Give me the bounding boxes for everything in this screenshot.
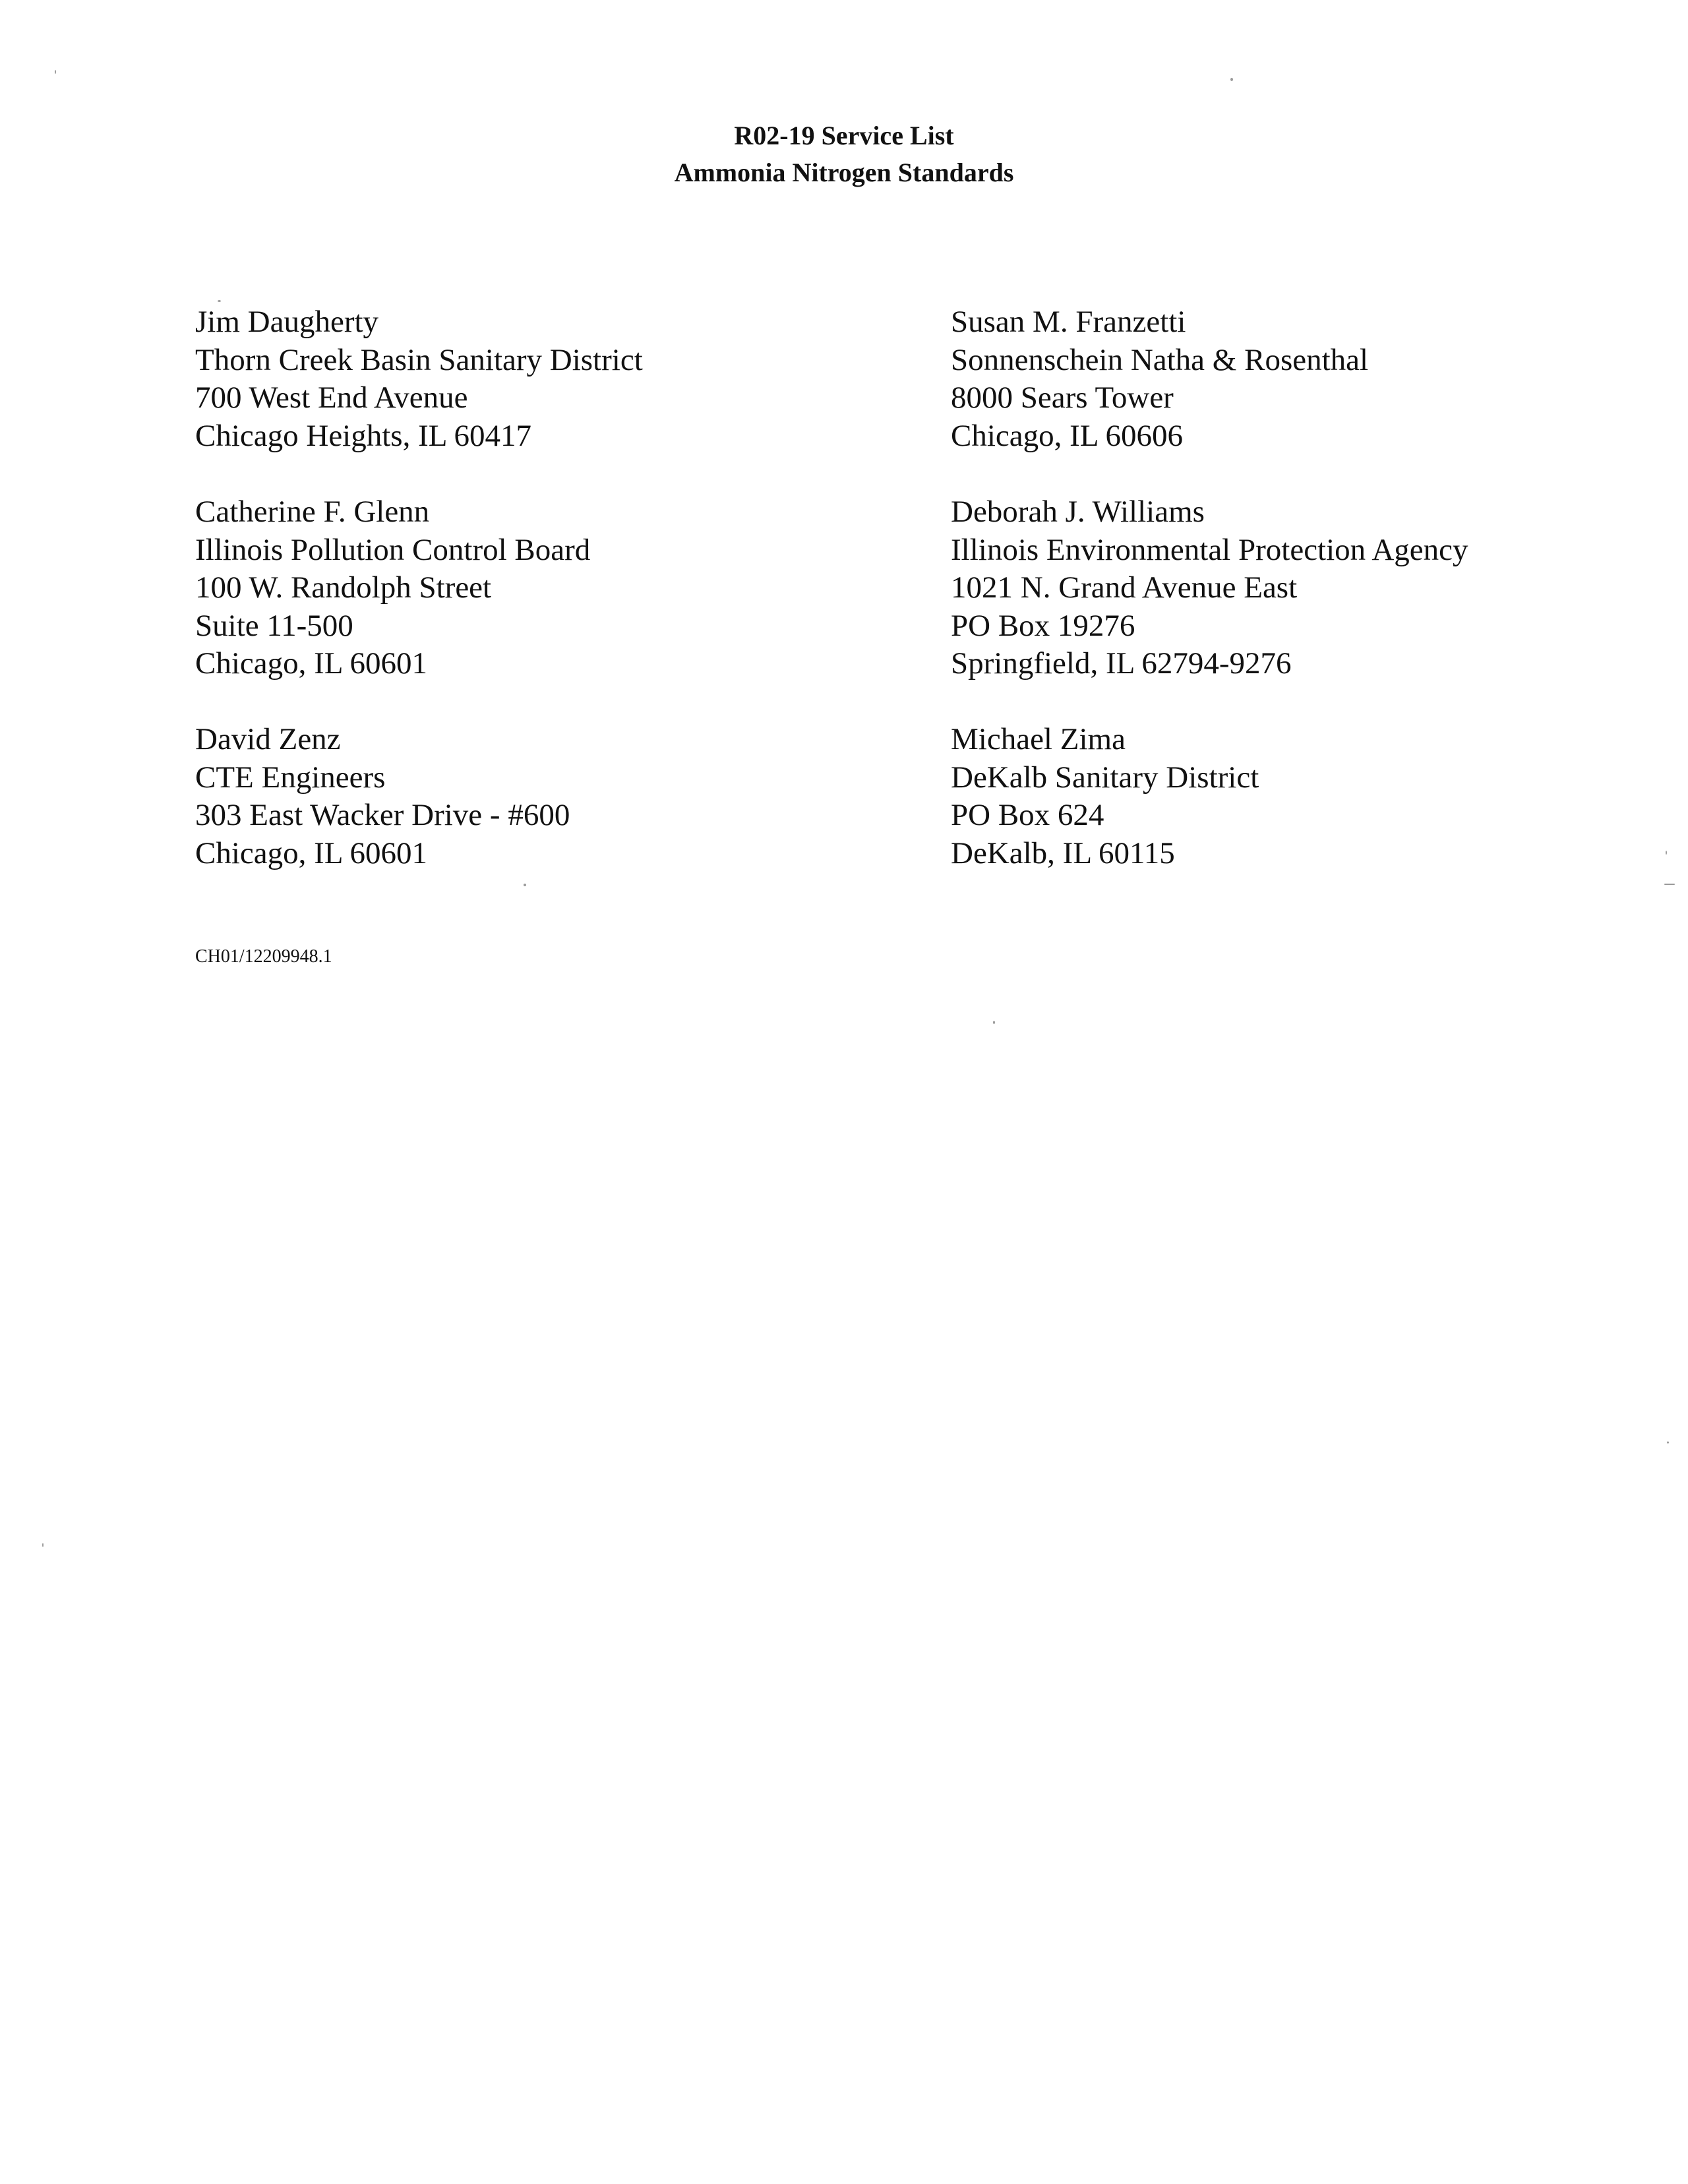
scan-speck [524, 884, 526, 886]
address-line: PO Box 624 [951, 798, 1104, 832]
scan-speck [1664, 884, 1675, 885]
address-line: Sonnenschein Natha & Rosenthal [951, 342, 1369, 377]
address-line: Illinois Pollution Control Board [195, 532, 591, 567]
service-entry [195, 303, 920, 455]
address-line: Chicago Heights, IL 60417 [195, 418, 531, 453]
address-line: Illinois Environmental Protection Agency [951, 532, 1468, 567]
scan-speck [1666, 851, 1667, 855]
scan-speck [1667, 1441, 1669, 1443]
address-line: PO Box 19276 [951, 608, 1135, 643]
address-line: Thorn Creek Basin Sanitary District [195, 342, 643, 377]
service-entry [951, 721, 1676, 872]
address-line: Chicago, IL 60601 [195, 835, 427, 870]
recipient-name: Michael Zima [951, 722, 1126, 756]
address-line: 8000 Sears Tower [951, 380, 1174, 415]
document-header [0, 117, 1688, 191]
scan-speck [218, 300, 221, 302]
scan-speck [42, 1543, 44, 1547]
document-reference-number: CH01/12209948.1 [195, 946, 332, 967]
scan-speck [1230, 78, 1233, 81]
recipient-name: Susan M. Franzetti [951, 305, 1186, 339]
address-line: 100 W. Randolph Street [195, 570, 492, 605]
recipient-name: David Zenz [195, 722, 341, 756]
recipient-name: Jim Daugherty [195, 305, 379, 339]
address-line: DeKalb Sanitary District [951, 760, 1259, 795]
address-line: 1021 N. Grand Avenue East [951, 570, 1298, 605]
recipient-name: Catherine F. Glenn [195, 495, 430, 529]
document-title: R02-19 Service List [734, 121, 954, 150]
service-entry [951, 493, 1676, 683]
address-line: CTE Engineers [195, 760, 386, 795]
address-line: Chicago, IL 60601 [195, 646, 427, 681]
address-line: 700 West End Avenue [195, 380, 468, 415]
document-subtitle: Ammonia Nitrogen Standards [674, 158, 1014, 187]
address-line: DeKalb, IL 60115 [951, 835, 1175, 870]
recipient-name: Deborah J. Williams [951, 495, 1205, 529]
address-line: Springfield, IL 62794-9276 [951, 646, 1292, 681]
scan-speck [55, 70, 56, 74]
address-line: Chicago, IL 60606 [951, 418, 1183, 453]
service-entry [195, 721, 920, 872]
address-line: Suite 11-500 [195, 608, 353, 643]
service-entry [195, 493, 920, 683]
scan-speck [993, 1021, 995, 1024]
address-line: 303 East Wacker Drive - #600 [195, 798, 570, 832]
service-entry [951, 303, 1676, 455]
